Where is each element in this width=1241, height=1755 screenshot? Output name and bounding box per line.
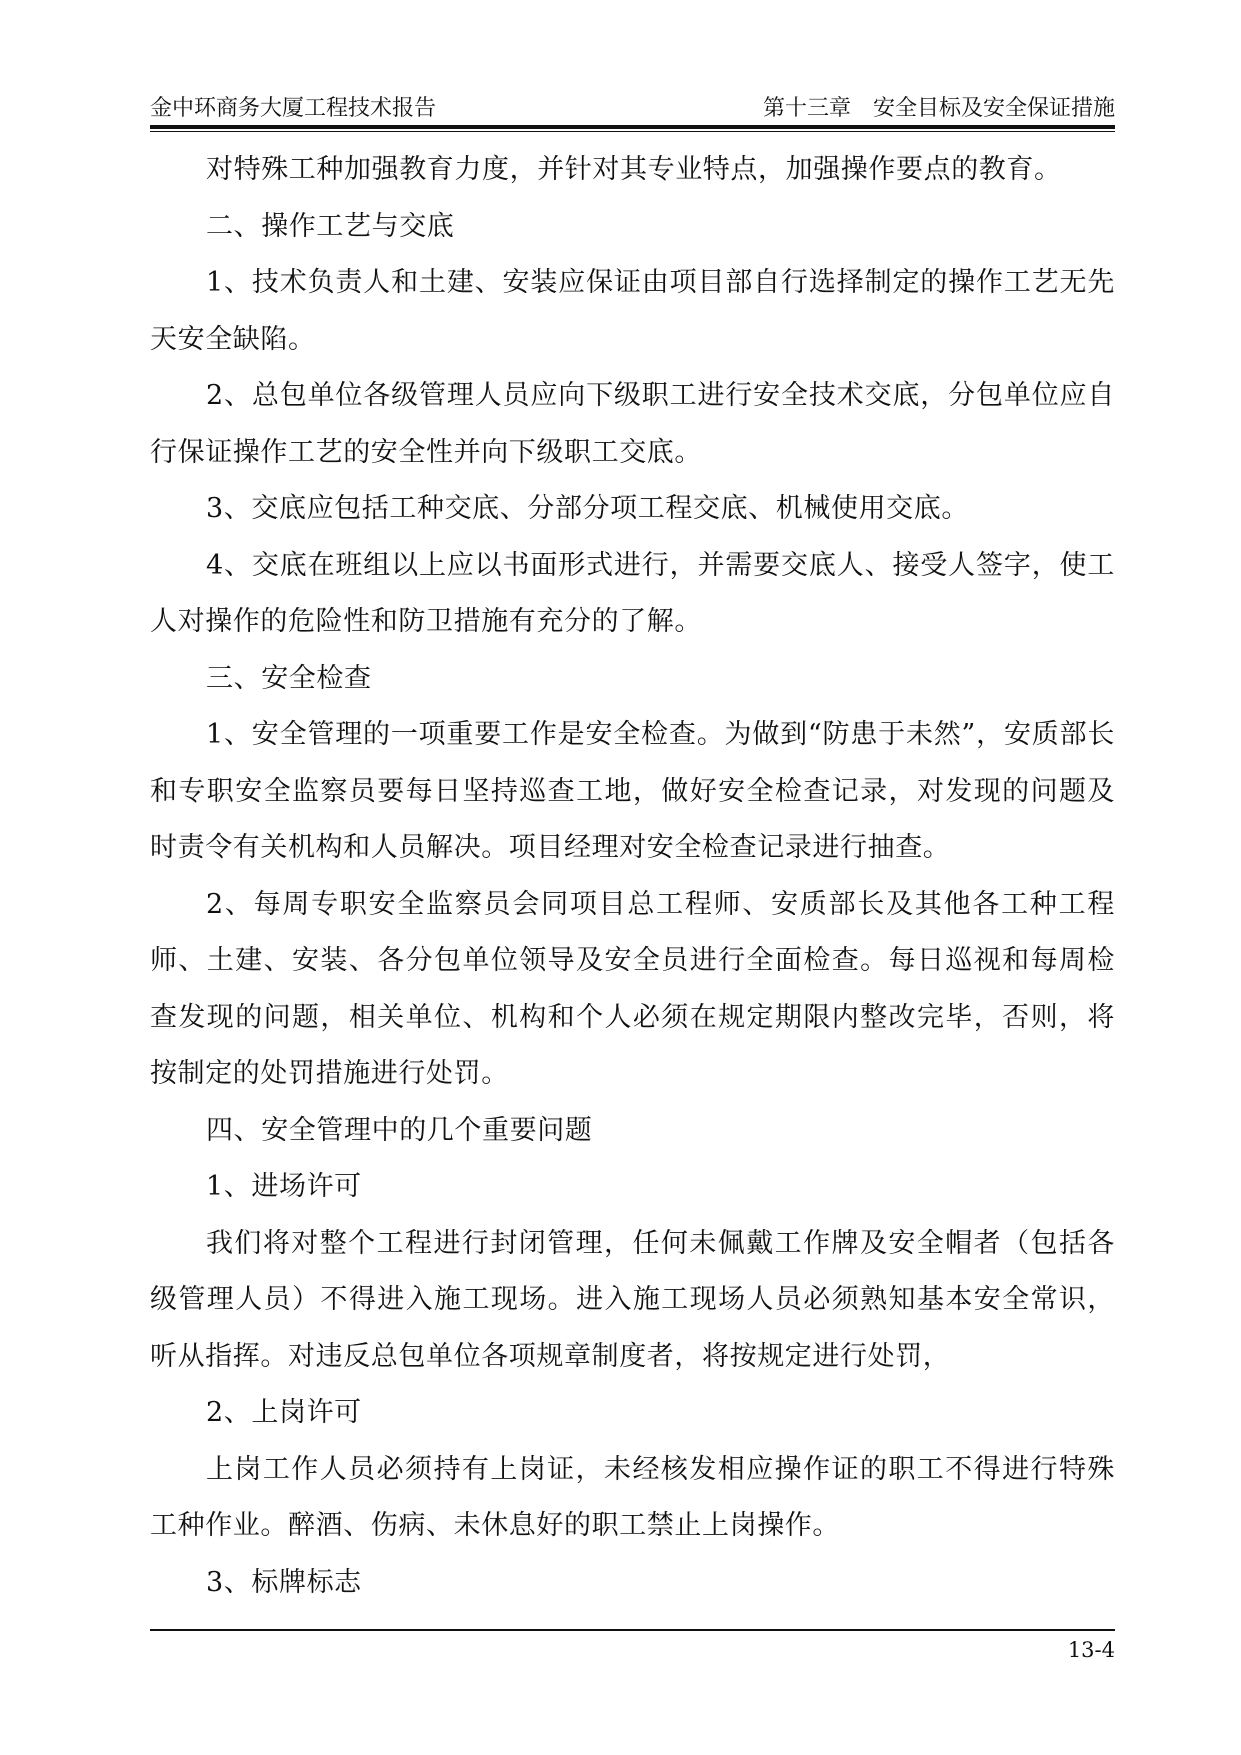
subsection-heading: 3、标牌标志 [206,1566,362,1598]
paragraph: 我们将对整个工程进行封闭管理，任何未佩戴工作牌及安全帽者（包括各级管理人员）不得进入施工现场。进入施工现场人员必须熟知基本安全常识，听从指挥。对违反总包单位各项规章制度者，将按规定进行处罚， [150,1227,1115,1372]
document-title: 金中环商务大厦工程技术报告 [150,96,437,121]
paragraph: 1、技术负责人和土建、安装应保证由项目部自行选择制定的操作工艺无先天安全缺陷。 [150,267,1115,355]
section-heading: 二、操作工艺与交底 [206,210,455,242]
section-heading: 三、安全检查 [206,662,372,694]
paragraph: 对特殊工种加强教育力度，并针对其专业特点，加强操作要点的教育。 [206,154,1062,185]
paragraph: 3、交底应包括工种交底、分部分项工程交底、机械使用交底。 [206,493,969,524]
section-heading: 四、安全管理中的几个重要问题 [206,1114,593,1146]
paragraph: 1、安全管理的一项重要工作是安全检查。为做到“防患于未然”，安质部长和专职安全监察员要每日坚持巡查工地，做好安全检查记录，对发现的问题及时责令有关机构和人员解决。项目经理对安全检查记录进行抽查。 [150,719,1115,863]
page-number: 13-4 [1067,1638,1115,1662]
chapter-title: 第十三章 安全目标及安全保证措施 [762,96,1115,121]
page-header [150,92,1115,128]
paragraph: 上岗工作人员必须持有上岗证，未经核发相应操作证的职工不得进行特殊工种作业。醉酒、伤病、未休息好的职工禁止上岗操作。 [150,1453,1115,1541]
body-text [150,142,1115,1611]
header-divider-thin [150,131,1115,132]
paragraph: 2、总包单位各级管理人员应向下级职工进行安全技术交底，分包单位应自行保证操作工艺的安全性并向下级职工交底。 [150,380,1115,468]
paragraph: 4、交底在班组以上应以书面形式进行，并需要交底人、接受人签字，使工人对操作的危险性和防卫措施有充分的了解。 [150,549,1115,637]
footer-divider [150,1629,1115,1631]
paragraph: 2、每周专职安全监察员会同项目总工程师、安质部长及其他各工种工程师、土建、安装、各分包单位领导及安全员进行全面检查。每日巡视和每周检查发现的问题，相关单位、机构和个人必须在规定期限内整改完毕，否则，将按制定的处罚措施进行处罚。 [150,888,1115,1089]
subsection-heading: 1、进场许可 [206,1171,362,1202]
header-divider-thick [150,125,1115,129]
subsection-heading: 2、上岗许可 [206,1397,362,1428]
